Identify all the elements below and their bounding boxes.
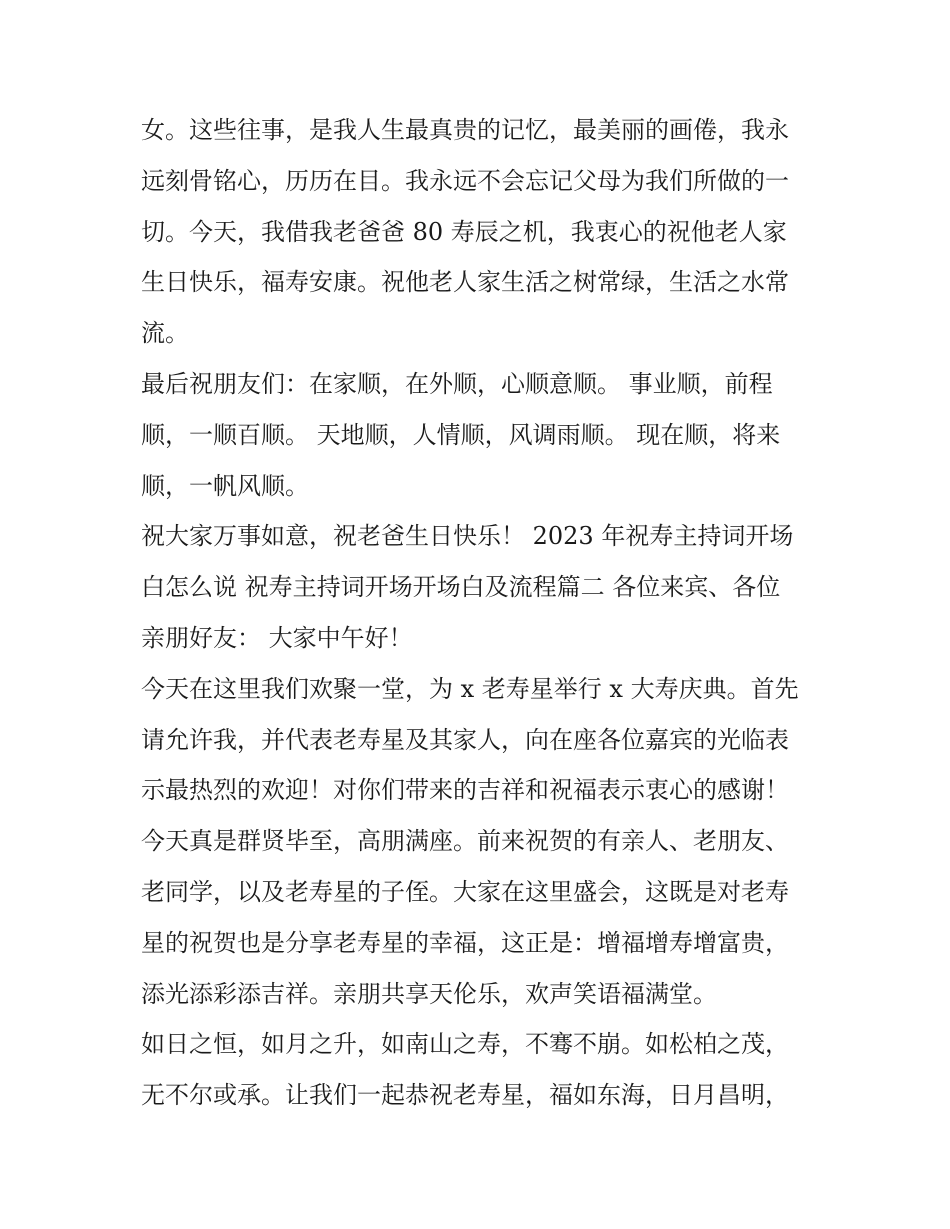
text-line: 今天在这里我们欢聚一堂，为 x 老寿星举行 x 大寿庆典。首先 — [141, 674, 799, 703]
text-line: 请允许我，并代表老寿星及其家人，向在座各位嘉宾的光临表 — [141, 725, 789, 754]
text-line: 亲朋好友： 大家中午好！ — [141, 623, 413, 652]
text-line: 最后祝朋友们：在家顺，在外顺，心顺意顺。 事业顺，前程 — [141, 369, 773, 398]
text-line: 今天真是群贤毕至，高朋满座。前来祝贺的有亲人、老朋友、 — [141, 827, 789, 856]
text-line: 女。这些往事，是我人生最真贵的记忆，最美丽的画倦，我永 — [141, 116, 789, 144]
text-line: 星的祝贺也是分享老寿星的幸福，这正是：增福增寿增富贵， — [141, 928, 789, 957]
text-line: 示最热烈的欢迎！对你们带来的吉祥和祝福表示衷心的感谢！ — [141, 776, 789, 805]
text-line: 无不尔或承。让我们一起恭祝老寿星，福如东海，日月昌明， — [141, 1081, 789, 1110]
text-line: 白怎么说 祝寿主持词开场开场白及流程篇二 各位来宾、各位 — [141, 573, 781, 602]
text-line: 切。今天，我借我老爸爸 80 寿辰之机，我衷心的祝他老人家 — [141, 217, 787, 246]
text-line: 生日快乐，福寿安康。祝他老人家生活之树常绿，生活之水常 — [141, 268, 789, 297]
text-line: 老同学，以及老寿星的子侄。大家在这里盛会，这既是对老寿 — [141, 877, 789, 906]
text-line: 添光添彩添吉祥。亲朋共享天伦乐，欢声笑语福满堂。 — [141, 979, 717, 1008]
text-line: 顺，一顺百顺。 天地顺，人情顺，风调雨顺。 现在顺，将来 — [141, 420, 781, 449]
document-body — [141, 105, 821, 1121]
text-line: 流。 — [141, 319, 189, 348]
text-line: 祝大家万事如意，祝老爸生日快乐！ 2023 年祝寿主持词开场 — [141, 522, 794, 551]
text-line: 如日之恒，如月之升，如南山之寿，不骞不崩。如松柏之茂， — [141, 1030, 789, 1059]
text-line: 顺，一帆风顺。 — [141, 471, 309, 500]
text-line: 远刻骨铭心，历历在目。我永远不会忘记父母为我们所做的一 — [141, 166, 789, 195]
